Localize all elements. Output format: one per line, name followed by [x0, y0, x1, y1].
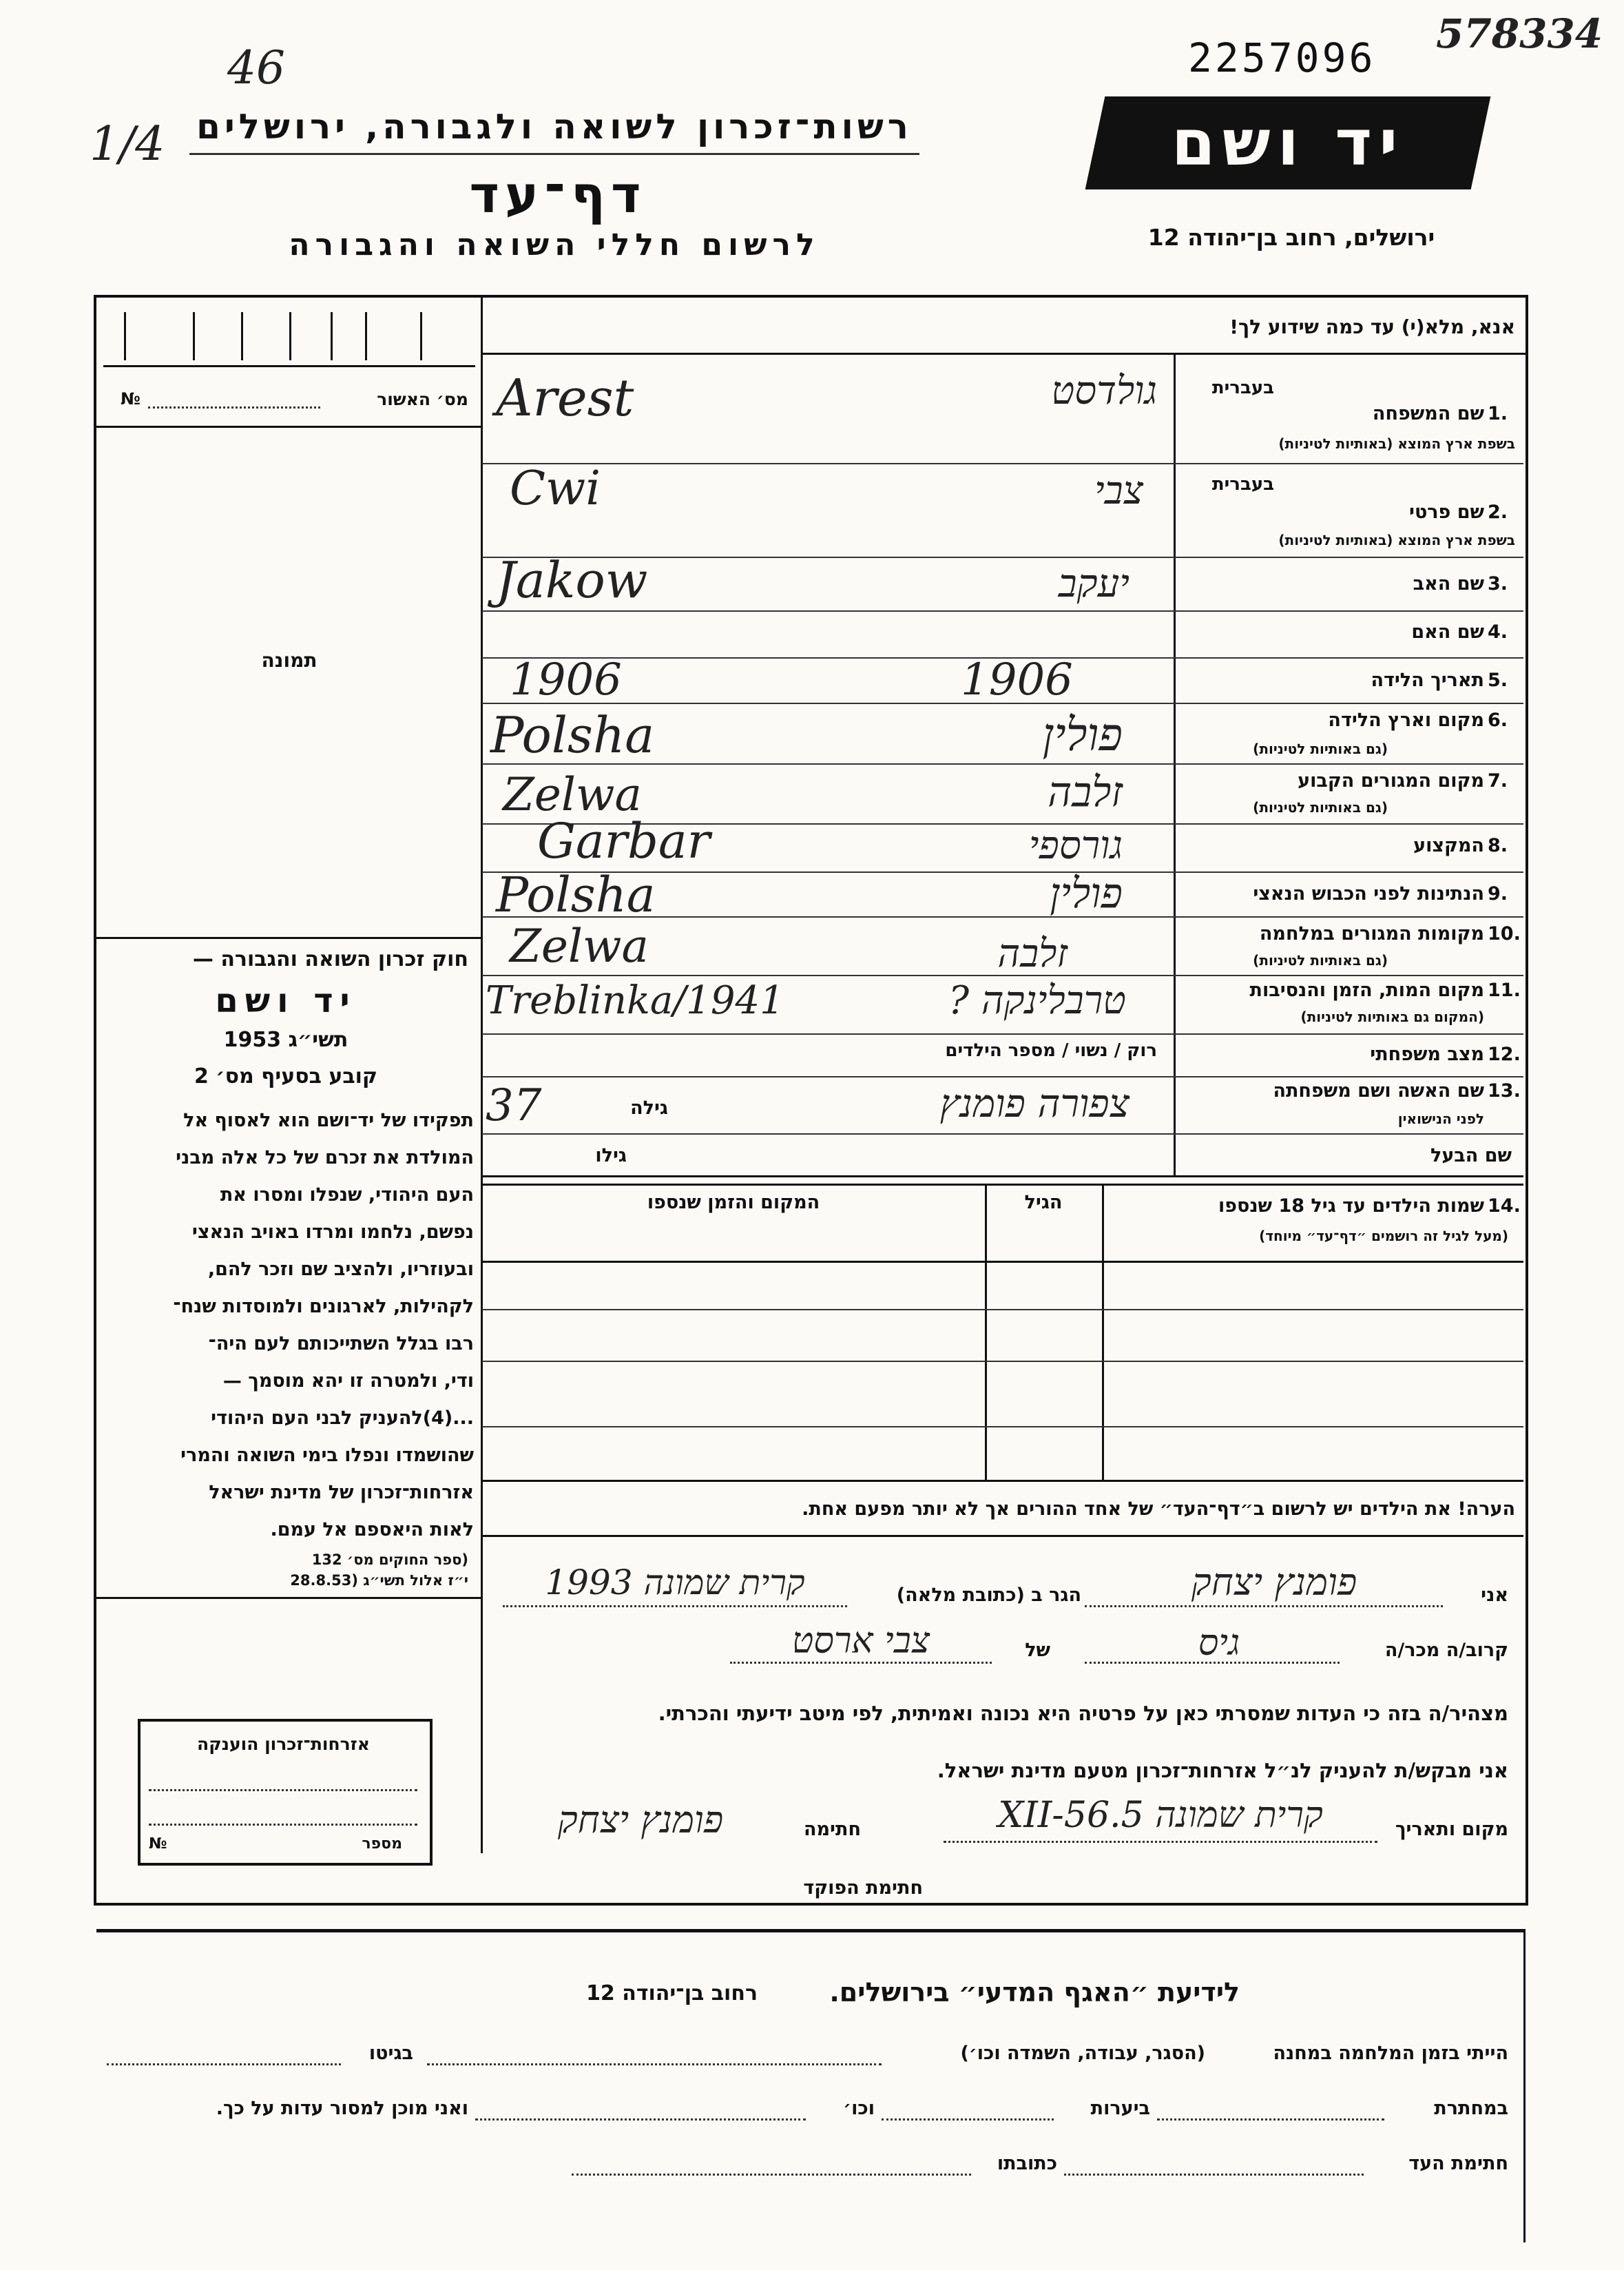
- authority-underline: [189, 153, 919, 155]
- row-divider: [482, 1076, 1523, 1077]
- of-value: צבי ארסט: [791, 1620, 930, 1662]
- first-name-hebrew: צבי: [1094, 468, 1143, 513]
- children-row-divider: [482, 1361, 1523, 1362]
- children-table-top: [482, 1184, 1523, 1186]
- of-line: [730, 1662, 992, 1664]
- address-line: ירושלים, רחוב בן־יהודה 12: [1147, 224, 1435, 251]
- serial-number: 2257096: [1188, 34, 1376, 81]
- hebrew-label-1: בעברית: [1211, 378, 1274, 398]
- law-title: חוק זכרון השואה והגבורה —: [192, 947, 468, 971]
- residence-hebrew: זלבה: [1048, 768, 1123, 816]
- footer-underground-label: במחתרת: [1434, 2098, 1508, 2119]
- children-table-bottom: [482, 1480, 1523, 1482]
- law-clause: קובע בסעיף מס׳ 2: [194, 1064, 378, 1088]
- citizenship-box: [138, 1719, 433, 1866]
- war-residence-latin: Zelwa: [510, 920, 649, 973]
- citizenship-box-title: אזרחות־זכרון הוענקה: [197, 1734, 370, 1754]
- birth-date-latin-side: 1906: [510, 654, 622, 705]
- citizenship-latin: Polsha: [496, 867, 656, 923]
- death-place-latin: Treblinka/1941: [486, 978, 784, 1023]
- field-number: 8.: [1488, 835, 1508, 856]
- field-number: 6.: [1488, 710, 1508, 731]
- birth-place-hebrew: פולין: [1042, 708, 1123, 761]
- field-number: 9.: [1488, 883, 1508, 905]
- law-line: שהושמדו ונפלו בימי השואה והמרי: [180, 1445, 474, 1466]
- row-divider: [482, 463, 1523, 464]
- law-line: ובעוזריו, ולהציב שם וזכר להם,: [207, 1259, 474, 1280]
- field-label-birth-place: מקום וארץ הלידה: [1328, 710, 1484, 731]
- field-label-wife-name: שם האשה ושם משפחתה: [1273, 1080, 1484, 1102]
- law-line: תפקידו של יד־ושם הוא לאסוף אל: [183, 1110, 474, 1131]
- field-number: 10.: [1488, 923, 1521, 945]
- law-bottom-divider: [96, 1597, 482, 1599]
- row-divider: [482, 1133, 1523, 1135]
- citizenship-hebrew: פולין: [1050, 869, 1123, 918]
- footer-top-border: [96, 1929, 1526, 1932]
- father-name-hebrew: יעקב: [1058, 561, 1129, 606]
- field-label-citizenship: הנתינות לפני הכבוש הנאצי: [1253, 883, 1484, 905]
- photo-column-right-border: [481, 296, 483, 1853]
- field-label-residence: מקום המגורים הקבוע: [1298, 770, 1484, 792]
- form-subtitle: לרשום חללי השואה והגבורה: [289, 227, 820, 262]
- declarant-address-value: קרית שמונה 1993: [545, 1562, 805, 1602]
- law-line: לאות היאספם אל עמם.: [270, 1519, 474, 1540]
- declarant-address-line: [503, 1605, 847, 1607]
- field-sub: בשפת ארץ המוצא (באותיות לטיניות): [1278, 532, 1515, 548]
- citizenship-box-number-label: מספר: [362, 1835, 402, 1853]
- law-line: העם היהודי, שנפלו ומסרו את: [220, 1184, 474, 1206]
- citizenship-box-line: [149, 1824, 417, 1826]
- field-label-war-residence: מקומות המגורים במלחמה: [1259, 923, 1484, 945]
- footer-underground-line: [1157, 2118, 1384, 2121]
- approval-divider: [96, 426, 482, 428]
- logo-text: יד ושם: [1171, 106, 1405, 180]
- place-date-label: מקום ותאריך: [1395, 1819, 1508, 1840]
- approval-label: מס׳ האשור: [377, 389, 468, 409]
- field-label-mother-name: שם האם: [1411, 621, 1484, 643]
- children-header-place: המקום והזמן שנספו: [647, 1192, 820, 1213]
- birth-date-hebrew-side: 1906: [961, 654, 1073, 705]
- declarant-name-line: [1085, 1605, 1443, 1607]
- field-label-husband-name: שם הבעל: [1430, 1145, 1512, 1166]
- law-year: תשי״ג 1953: [223, 1028, 348, 1052]
- footer-title: לידיעת ״האגף המדעי״ בירושלים.: [829, 1977, 1240, 2008]
- footer-forests-line: [882, 2118, 1054, 2121]
- row-divider: [482, 610, 1523, 612]
- law-ref-2: י״ז אלול תשי״ג (28.8.53: [290, 1572, 468, 1589]
- children-col-divider-2: [985, 1184, 987, 1480]
- annotation-number: 46: [227, 41, 285, 94]
- footer-camp-types: (הסגר, עבודה, השמדה וכו׳): [960, 2043, 1205, 2064]
- marital-status-options: רוק / נשוי / מספר הילדים: [945, 1040, 1157, 1061]
- footer-camp-label: הייתי בזמן המלחמה במחנה: [1273, 2043, 1508, 2064]
- declarant-i-label: אני: [1481, 1585, 1508, 1606]
- law-top-divider: [96, 937, 482, 939]
- footer-ready-text: ואני מוכן למסור עדות על כך.: [216, 2098, 468, 2119]
- field-number: 4.: [1488, 621, 1508, 643]
- footer-etc-line: [475, 2118, 806, 2121]
- field-number: 14.: [1488, 1195, 1521, 1217]
- officer-signature-label: חתימת הפוקד: [803, 1877, 923, 1899]
- request-text: אני מבקש/ת להעניק לנ״ל אזרחות־זכרון מטעם מדינת ישראל.: [937, 1759, 1508, 1782]
- first-name-latin: Cwi: [510, 462, 601, 516]
- profession-latin: Garbar: [537, 813, 711, 869]
- footer-witness-address-label: כתובתו: [997, 2153, 1057, 2174]
- children-col-divider-1: [1102, 1184, 1104, 1480]
- field-sub: בשפת ארץ המוצא (באותיות לטיניות): [1278, 435, 1515, 452]
- footer-forests-label: ביערות: [1090, 2098, 1150, 2119]
- field-label-first-name: שם פרטי: [1409, 502, 1484, 523]
- annotation-fraction: 1/4: [90, 117, 165, 172]
- field-label-family-name: שם המשפחה: [1372, 403, 1484, 424]
- authority-line: רשות־זכרון לשואה ולגבורה, ירושלים: [196, 107, 913, 147]
- declaration-text: מצהיר/ה בזה כי העדות שמסרתי כאן על פרטיה היא נכונה ואמיתית, לפי מיטב ידיעתי והכרתי.: [658, 1702, 1508, 1725]
- children-header-age: הגיל: [1024, 1192, 1063, 1213]
- profession-hebrew: גורספי: [1028, 823, 1123, 868]
- children-header-name: שמות הילדים עד גיל 18 שנספו: [1218, 1195, 1484, 1217]
- signature-value: פומנץ יצחק: [557, 1798, 724, 1841]
- stamp-barcode: [103, 307, 475, 367]
- footer-address: רחוב בן־יהודה 12: [586, 1981, 758, 2005]
- declarant-name-value: פומנץ יצחק: [1191, 1560, 1357, 1604]
- birth-place-latin: Polsha: [490, 706, 655, 764]
- law-line: ...(4)להעניק לבני העם היהודי: [211, 1407, 474, 1429]
- signature-label: חתימה: [803, 1819, 861, 1840]
- field-sub: (המקום גם באותיות לטיניות): [1300, 1009, 1484, 1025]
- field-number: 3.: [1488, 573, 1508, 595]
- law-line: המולדת את זכרם של כל אלה מבני: [176, 1147, 474, 1168]
- field-label-birth-date: תאריך הלידה: [1371, 670, 1484, 691]
- row-divider-thick: [482, 1175, 1523, 1177]
- law-line: נפשם, נלחמו ומרדו באויב הנאצי: [191, 1221, 474, 1243]
- family-name-hebrew: גולדסט: [1051, 369, 1157, 413]
- approval-number-line: [148, 406, 320, 409]
- hebrew-label-2: בעברית: [1211, 474, 1274, 495]
- field-sub: לפני הנישואין: [1397, 1111, 1484, 1127]
- intro-divider: [482, 353, 1526, 355]
- children-header-note: (מעל לגיל זה רושמים ״דף־עד״ מיוחד): [1259, 1228, 1508, 1244]
- footer-camp-line: [427, 2063, 882, 2065]
- law-ref-1: (ספר החוקים מס׳ 132: [311, 1551, 468, 1568]
- law-org: יד ושם: [215, 982, 357, 1020]
- children-row-divider: [482, 1309, 1523, 1310]
- law-line: אזרחות־זכרון של מדינת ישראל: [209, 1482, 474, 1503]
- footer-ghetto-label: בגיטו: [368, 2043, 413, 2064]
- law-line: לקהילות, לארגונים ולמוסדות שנח־: [173, 1296, 474, 1317]
- field-number: 2.: [1488, 502, 1508, 523]
- children-row-divider: [482, 1426, 1523, 1427]
- note-divider: [482, 1535, 1523, 1537]
- death-place-hebrew: טרבלינקה ?: [948, 978, 1126, 1023]
- field-number: 1.: [1488, 403, 1508, 424]
- of-label: של: [1025, 1640, 1050, 1661]
- field-label-father-name: שם האב: [1413, 573, 1484, 595]
- form-title: דף־עד: [469, 165, 647, 225]
- field-number: 5.: [1488, 670, 1508, 691]
- footer-witness-signature-label: חתימת העד: [1408, 2153, 1508, 2174]
- footer-etc-label: וכו׳: [843, 2098, 875, 2119]
- wife-age-value: 37: [486, 1080, 542, 1131]
- citizenship-box-number-sign: №: [149, 1835, 167, 1853]
- yad-vashem-logo: [1085, 96, 1491, 189]
- handwritten-id: 578334: [1436, 10, 1603, 57]
- law-line: ודי, ולמטרה זו יהא מוסמך —: [222, 1370, 474, 1392]
- approval-number-sign: №: [121, 389, 140, 409]
- husband-age-label: גילו: [595, 1145, 627, 1166]
- field-label-marital-status: מצב משפחתי: [1370, 1044, 1484, 1065]
- footer-right-border: [1523, 1929, 1526, 2242]
- residence-latin: Zelwa: [503, 768, 642, 821]
- citizenship-box-line: [149, 1789, 417, 1791]
- footer-witness-signature-line: [1064, 2174, 1364, 2176]
- relation-label: קרוב/ה מכר/ה: [1384, 1640, 1508, 1661]
- place-date-line: [944, 1841, 1377, 1843]
- field-number: 12.: [1488, 1044, 1521, 1065]
- field-number: 11.: [1488, 980, 1521, 1001]
- family-name-latin: Arest: [496, 369, 634, 428]
- field-sub: (גם באותיות לטיניות): [1253, 952, 1388, 969]
- field-label-death-place: מקום המות, הזמן והנסיבות: [1249, 980, 1484, 1001]
- children-note: הערה! את הילדים יש לרשום ב״דף־העד״ של אחד ההורים אך לא יותר מפעם אחת.: [802, 1498, 1515, 1520]
- footer-ghetto-line: [107, 2063, 341, 2065]
- field-label-profession: המקצוע: [1413, 835, 1484, 856]
- field-number: 13.: [1488, 1080, 1521, 1102]
- law-text: [96, 1102, 474, 1549]
- field-sub: (גם באותיות לטיניות): [1253, 799, 1388, 816]
- wife-age-label: גילה: [630, 1097, 668, 1119]
- photo-label: תמונה: [261, 649, 317, 672]
- place-date-value: קרית שמונה 5.XII-56: [998, 1795, 1323, 1836]
- field-number: 7.: [1488, 770, 1508, 792]
- law-line: רבו בגלל השתייכותם לעם היה־: [208, 1333, 474, 1354]
- row-divider: [482, 1033, 1523, 1035]
- father-name-latin: Jakow: [496, 551, 648, 609]
- form-intro: אנא, מלא(י) עד כמה שידוע לך!: [1229, 316, 1515, 338]
- field-sub: (גם באותיות לטיניות): [1253, 741, 1388, 757]
- declarant-resident-label: הגר ב (כתובת מלאה): [896, 1585, 1081, 1606]
- footer-witness-address-line: [572, 2174, 971, 2176]
- children-header-bottom: [482, 1261, 1523, 1263]
- war-residence-hebrew: זלבה: [997, 931, 1068, 976]
- relation-value: גיס: [1198, 1622, 1240, 1664]
- wife-name-value: צפורה פומנץ: [939, 1082, 1129, 1126]
